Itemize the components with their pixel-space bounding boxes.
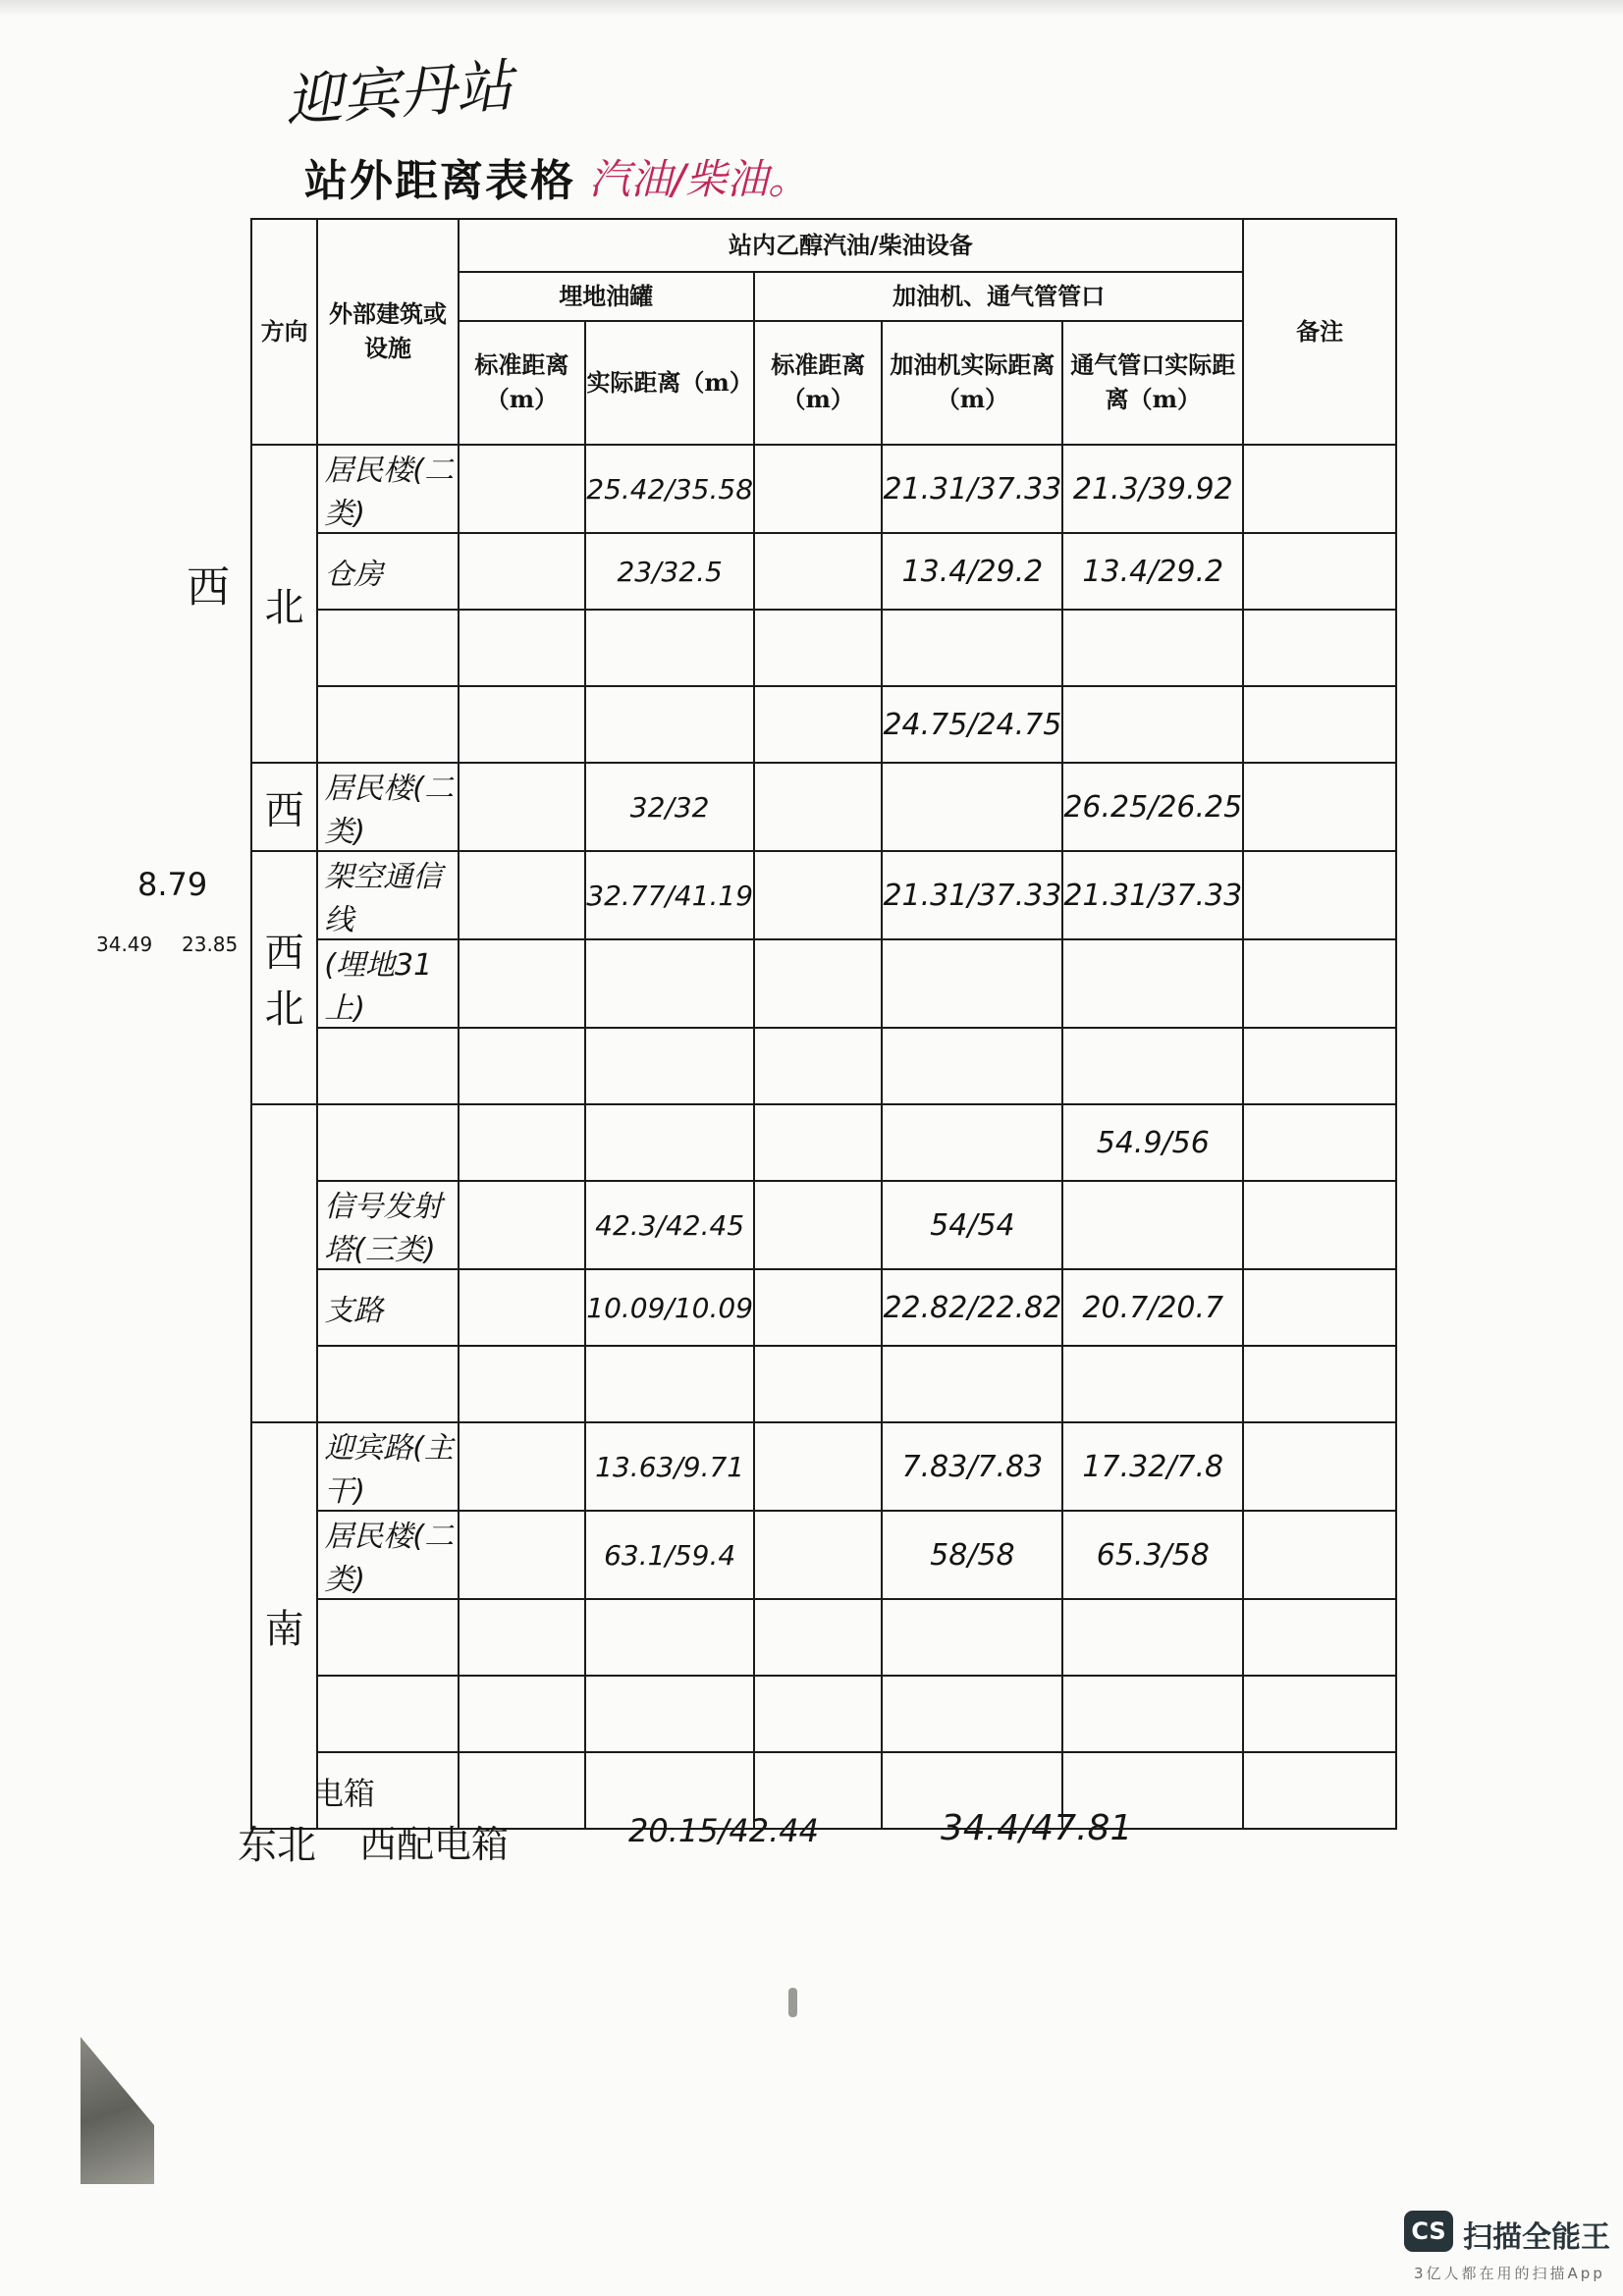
table-row	[251, 445, 1396, 533]
facility-cell: 信号发射塔(三类)	[317, 1181, 458, 1269]
table-row	[251, 1676, 1396, 1752]
disp-std-cell	[754, 939, 882, 1028]
tank-std-cell	[459, 610, 586, 686]
remarks-cell	[1243, 1181, 1396, 1269]
direction-cell: 北	[251, 445, 317, 763]
remarks-cell	[1243, 686, 1396, 763]
header-dispenser-vent: 加油机、通气管管口	[754, 272, 1243, 321]
facility-cell	[317, 1676, 458, 1752]
tank-actual-cell	[585, 939, 754, 1028]
disp-std-cell	[754, 1599, 882, 1676]
tank-std-cell	[459, 1511, 586, 1599]
disp-actual-cell: 7.83/7.83	[882, 1422, 1062, 1511]
vent-actual-cell: 65.3/58	[1062, 1511, 1243, 1599]
remarks-cell	[1243, 1511, 1396, 1599]
table-row	[251, 1104, 1396, 1181]
camscanner-logo: CS	[1404, 2211, 1453, 2252]
camscanner-slogan: 3亿人都在用的扫描App	[1414, 2265, 1605, 2282]
facility-cell: 迎宾路(主干)	[317, 1422, 458, 1511]
disp-actual-cell: 13.4/29.2	[882, 533, 1062, 610]
fuel-type-note: 汽油/柴油。	[589, 155, 810, 203]
facility-cell: 支路	[317, 1269, 458, 1346]
tank-actual-cell	[585, 610, 754, 686]
tank-std-cell	[459, 1599, 586, 1676]
tank-std-cell	[459, 763, 586, 851]
tank-actual-cell	[585, 1599, 754, 1676]
remarks-cell	[1243, 939, 1396, 1028]
tank-actual-cell	[585, 1104, 754, 1181]
vent-actual-cell: 20.7/20.7	[1062, 1269, 1243, 1346]
remarks-cell	[1243, 1269, 1396, 1346]
facility-cell: (埋地31上)	[317, 939, 458, 1028]
vent-actual-cell: 21.3/39.92	[1062, 445, 1243, 533]
tank-std-cell	[459, 445, 586, 533]
vent-actual-cell: 26.25/26.25	[1062, 763, 1243, 851]
disp-actual-cell	[882, 610, 1062, 686]
camscanner-name: 扫描全能王	[1463, 2220, 1610, 2255]
vent-actual-cell	[1062, 686, 1243, 763]
direction-cell: 西北	[251, 851, 317, 1104]
table-row	[251, 1269, 1396, 1346]
tank-std-cell	[459, 533, 586, 610]
facility-cell: 仓房	[317, 533, 458, 610]
facility-cell	[317, 1599, 458, 1676]
tank-actual-cell: 25.42/35.58	[585, 445, 754, 533]
header-station-equipment: 站内乙醇汽油/柴油设备	[459, 219, 1244, 272]
remarks-cell	[1243, 1028, 1396, 1104]
station-name-note: 迎宾丹站	[283, 51, 515, 134]
disp-actual-cell	[882, 1676, 1062, 1752]
tank-std-cell	[459, 1422, 586, 1511]
tank-std-cell	[459, 1104, 586, 1181]
header-facility: 外部建筑或设施	[317, 219, 458, 445]
disp-std-cell	[754, 445, 882, 533]
facility-cell	[317, 686, 458, 763]
header-tank-std: 标准距离（m）	[459, 321, 586, 445]
facility-cell: 居民楼(二类)	[317, 763, 458, 851]
remarks-cell	[1243, 610, 1396, 686]
header-disp-std: 标准距离（m）	[754, 321, 882, 445]
tank-actual-cell	[585, 686, 754, 763]
direction-cell	[251, 1104, 317, 1422]
tank-std-cell	[459, 686, 586, 763]
disp-actual-cell	[882, 1346, 1062, 1422]
disp-std-cell	[754, 1422, 882, 1511]
vent-actual-cell: 21.31/37.33	[1062, 851, 1243, 939]
table-row	[251, 1181, 1396, 1269]
footer-tank-distance: 20.15/42.44	[628, 1812, 819, 1849]
tank-std-cell	[459, 939, 586, 1028]
header-remarks: 备注	[1243, 219, 1396, 445]
disp-actual-cell: 21.31/37.33	[882, 445, 1062, 533]
disp-std-cell	[754, 610, 882, 686]
disp-std-cell	[754, 533, 882, 610]
vent-actual-cell	[1062, 1028, 1243, 1104]
margin-measure-c: 23.85	[182, 933, 239, 956]
tank-actual-cell: 63.1/59.4	[585, 1511, 754, 1599]
remarks-cell	[1243, 1346, 1396, 1422]
disp-std-cell	[754, 1346, 882, 1422]
disp-actual-cell: 21.31/37.33	[882, 851, 1062, 939]
tank-actual-cell: 32.77/41.19	[585, 851, 754, 939]
remarks-cell	[1243, 1599, 1396, 1676]
disp-std-cell	[754, 851, 882, 939]
tank-actual-cell: 23/32.5	[585, 533, 754, 610]
footer-dispenser-distance: 34.4/47.81	[941, 1808, 1133, 1848]
facility-cell	[317, 1346, 458, 1422]
footer-direction: 东北	[238, 1823, 316, 1868]
facility-cell	[317, 610, 458, 686]
disp-std-cell	[754, 686, 882, 763]
remarks-cell	[1243, 445, 1396, 533]
header-vent-actual: 通气管口实际距离（m）	[1062, 321, 1243, 445]
disp-actual-cell	[882, 939, 1062, 1028]
margin-measure-a: 8.79	[137, 866, 208, 903]
tank-std-cell	[459, 1346, 586, 1422]
table-row	[251, 1346, 1396, 1422]
disp-actual-cell: 24.75/24.75	[882, 686, 1062, 763]
disp-std-cell	[754, 1676, 882, 1752]
disp-std-cell	[754, 1181, 882, 1269]
tank-std-cell	[459, 851, 586, 939]
table-row	[251, 1511, 1396, 1599]
tank-std-cell	[459, 1676, 586, 1752]
disp-std-cell	[754, 763, 882, 851]
header-buried-tank: 埋地油罐	[459, 272, 754, 321]
table-row	[251, 939, 1396, 1028]
disp-std-cell	[754, 1028, 882, 1104]
page-title: 站外距离表格	[304, 156, 575, 206]
table-row	[251, 533, 1396, 610]
table-row	[251, 1422, 1396, 1511]
header-direction: 方向	[251, 219, 317, 445]
vent-actual-cell	[1062, 939, 1243, 1028]
distance-table	[250, 218, 1397, 1830]
disp-actual-cell	[882, 1599, 1062, 1676]
disp-actual-cell: 58/58	[882, 1511, 1062, 1599]
tank-actual-cell: 13.63/9.71	[585, 1422, 754, 1511]
tank-actual-cell	[585, 1028, 754, 1104]
vent-actual-cell	[1062, 1181, 1243, 1269]
vent-actual-cell	[1062, 1676, 1243, 1752]
header-tank-actual: 实际距离（m）	[585, 321, 754, 445]
footer-name-top: 电箱	[312, 1775, 376, 1812]
vent-actual-cell: 13.4/29.2	[1062, 533, 1243, 610]
scan-edge	[0, 0, 1623, 14]
table-row	[251, 686, 1396, 763]
tank-std-cell	[459, 1269, 586, 1346]
tank-actual-cell: 42.3/42.45	[585, 1181, 754, 1269]
disp-std-cell	[754, 1511, 882, 1599]
tank-std-cell	[459, 1181, 586, 1269]
footer-facility: 西配电箱	[359, 1823, 510, 1866]
disp-actual-cell	[882, 763, 1062, 851]
disp-actual-cell: 22.82/22.82	[882, 1269, 1062, 1346]
facility-cell	[317, 1104, 458, 1181]
remarks-cell	[1243, 1104, 1396, 1181]
direction-cell: 南	[251, 1422, 317, 1829]
vent-actual-cell	[1062, 1346, 1243, 1422]
tank-actual-cell	[585, 1346, 754, 1422]
remarks-cell	[1243, 1422, 1396, 1511]
disp-actual-cell	[882, 1104, 1062, 1181]
tank-actual-cell	[585, 1676, 754, 1752]
disp-std-cell	[754, 1269, 882, 1346]
tank-actual-cell: 10.09/10.09	[585, 1269, 754, 1346]
vent-actual-cell: 17.32/7.8	[1062, 1422, 1243, 1511]
paper-speck	[788, 1988, 797, 2017]
table-row	[251, 1599, 1396, 1676]
remarks-cell	[1243, 1752, 1396, 1829]
vent-actual-cell: 54.9/56	[1062, 1104, 1243, 1181]
facility-cell	[317, 1028, 458, 1104]
table-row	[251, 851, 1396, 939]
disp-actual-cell	[882, 1028, 1062, 1104]
remarks-cell	[1243, 533, 1396, 610]
margin-measure-b: 34.49	[96, 933, 153, 956]
facility-cell: 居民楼(二类)	[317, 445, 458, 533]
remarks-cell	[1243, 763, 1396, 851]
remarks-cell	[1243, 1676, 1396, 1752]
table-row	[251, 1028, 1396, 1104]
remarks-cell	[1243, 851, 1396, 939]
direction-cell: 西	[251, 763, 317, 851]
facility-cell: 居民楼(二类)	[317, 1511, 458, 1599]
table-row	[251, 610, 1396, 686]
tank-std-cell	[459, 1028, 586, 1104]
tank-actual-cell: 32/32	[585, 763, 754, 851]
vent-actual-cell	[1062, 1599, 1243, 1676]
table-row	[251, 763, 1396, 851]
margin-north-mark: 西	[187, 562, 230, 613]
disp-std-cell	[754, 1104, 882, 1181]
facility-cell: 架空通信线	[317, 851, 458, 939]
header-disp-actual: 加油机实际距离（m）	[882, 321, 1062, 445]
vent-actual-cell	[1062, 610, 1243, 686]
disp-actual-cell: 54/54	[882, 1181, 1062, 1269]
